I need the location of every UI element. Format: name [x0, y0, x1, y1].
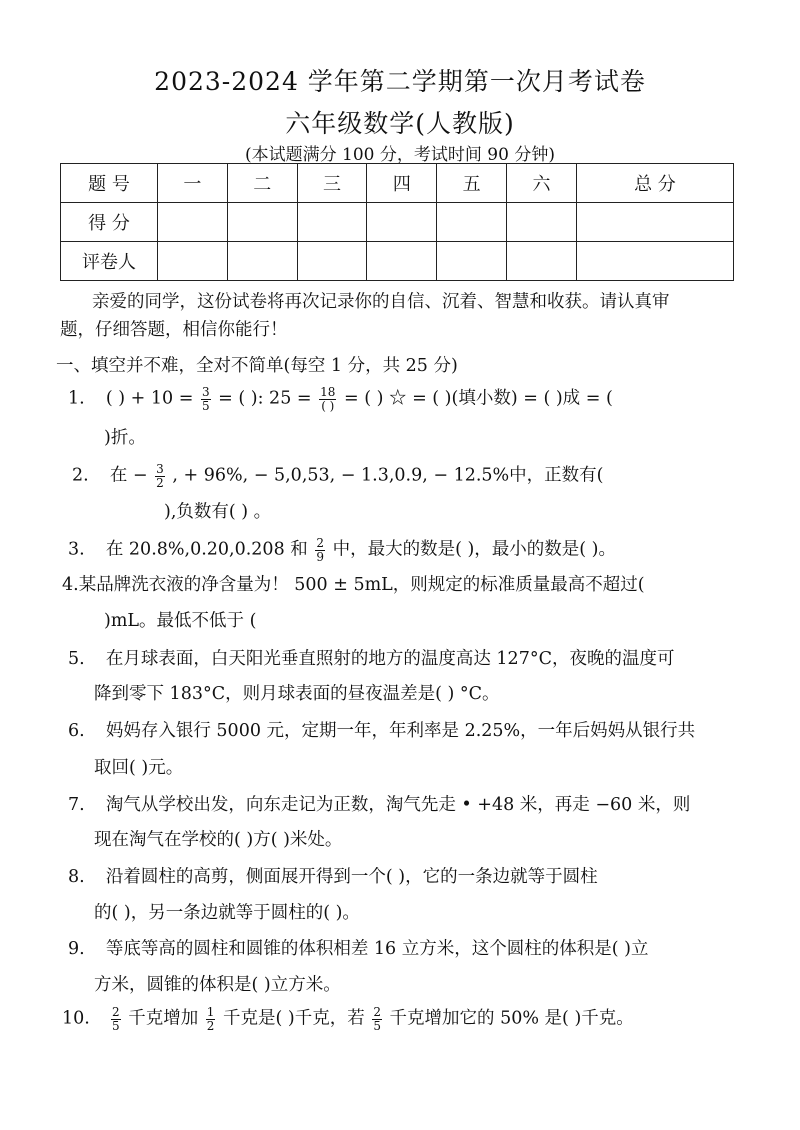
q5-text: 在月球表面，白天阳光垂直照射的地方的温度高达 127°C，夜晚的温度可 [105, 649, 675, 669]
question-number: 7. [68, 795, 85, 815]
question-number: 2. [72, 465, 89, 486]
q9-text: 等底等高的圆柱和圆锥的体积相差 16 立方米，这个圆柱的体积是( )立 [105, 939, 649, 959]
table-header-cell: 五 [437, 164, 507, 203]
question-5-continued: 降到零下 183°C，则月球表面的昼夜温差是( ) °C。 [94, 684, 500, 704]
question-6-continued: 取回( )元。 [94, 758, 184, 778]
score-cell[interactable] [297, 203, 367, 242]
fraction: $\frac{3}{5}$ [201, 385, 210, 413]
question-3 [68, 537, 616, 563]
table-header-cell: 题 号 [61, 164, 158, 203]
q8-text: 沿着圆柱的高剪，侧面展开得到一个( )，它的一条边就等于圆柱 [105, 867, 598, 887]
fraction: $\frac{2}{5}$ [373, 1005, 381, 1033]
exam-title: 2023-2024 学年第二学期第一次月考试卷 [154, 67, 646, 96]
score-cell[interactable] [158, 203, 228, 242]
fraction: $\frac{1}{2}$ [206, 1005, 215, 1033]
question-6 [68, 723, 695, 741]
question-number: 5. [68, 649, 85, 669]
question-8 [68, 869, 598, 887]
question-2-continued: ),负数有( ) 。 [164, 502, 272, 522]
score-row [61, 203, 734, 242]
table-header-cell: 四 [367, 164, 437, 203]
grader-cell[interactable] [158, 242, 228, 281]
grader-cell[interactable] [297, 242, 367, 281]
table-header-cell: 二 [227, 164, 297, 203]
question-7-continued: 现在淘气在学校的( )方( )米处。 [94, 830, 343, 850]
q1-text-1: ( ) + 10 = [105, 388, 194, 409]
score-cell[interactable] [507, 203, 577, 242]
q10-text-3: 千克增加它的 50% 是( )千克。 [389, 1008, 634, 1029]
q1-text-2: = ( ): 25 = [218, 388, 312, 409]
grader-cell[interactable] [367, 242, 437, 281]
q6-text: 妈妈存入银行 5000 元，定期一年，年利率是 2.25%，一年后妈妈从银行共 [105, 721, 696, 741]
question-1-continued: )折。 [104, 428, 146, 448]
exam-note: (本试题满分 100 分，考试时间 90 分钟) [245, 145, 555, 165]
question-1 [68, 386, 613, 412]
fraction: $\frac{2}{9}$ [316, 536, 324, 564]
table-header-cell: 总 分 [576, 164, 733, 203]
question-5 [68, 651, 674, 669]
score-row-label: 得 分 [61, 203, 158, 242]
grader-row [61, 242, 734, 281]
question-2 [72, 463, 604, 489]
score-cell[interactable] [227, 203, 297, 242]
grader-cell[interactable] [576, 242, 733, 281]
q1-text-3: = ( ) ☆ = ( )(填小数) = ( )成 = ( [344, 388, 613, 409]
score-cell[interactable] [576, 203, 733, 242]
question-8-continued: 的( )，另一条边就等于圆柱的( )。 [94, 903, 360, 923]
score-cell[interactable] [437, 203, 507, 242]
grader-cell[interactable] [507, 242, 577, 281]
question-4: 4.某品牌洗衣液的净含量为！ 500 ± 5mL，则规定的标准质量最高不超过( [62, 575, 645, 595]
question-7 [68, 797, 690, 815]
grader-row-label: 评卷人 [61, 242, 158, 281]
intro-line-2: 题，仔细答题，相信你能行！ [60, 320, 288, 340]
score-table-header-row [61, 164, 734, 203]
question-9-continued: 方米，圆锥的体积是( )立方米。 [94, 975, 341, 995]
fraction: $\frac{18}{( )}$ [320, 385, 336, 413]
question-number: 8. [68, 867, 85, 887]
q3-text-1: 在 20.8%,0.20,0.208 和 [105, 539, 308, 560]
q7-text: 淘气从学校出发，向东走记为正数，淘气先走 • +48 米，再走 −60 米，则 [105, 795, 691, 815]
fraction: $\frac{3}{2}$ [156, 462, 164, 490]
table-header-cell: 一 [158, 164, 228, 203]
q2-text-2: , + 96%, − 5,0,53, − 1.3,0.9, − 12.5%中，正数有( [172, 465, 604, 486]
question-number: 3. [68, 539, 85, 560]
section-1-heading: 一、填空并不难，全对不简单(每空 1 分，共 25 分) [56, 356, 458, 376]
q2-text-1: 在 − [109, 465, 148, 486]
question-4-continued: )mL。最低不低于 ( [104, 611, 257, 631]
table-header-cell: 六 [507, 164, 577, 203]
exam-subtitle: 六年级数学(人教版) [285, 109, 515, 138]
q10-text-1: 千克增加 [128, 1008, 199, 1029]
grader-cell[interactable] [227, 242, 297, 281]
intro-line-1: 亲爱的同学，这份试卷将再次记录你的自信、沉着、智慧和收获。请认真审 [92, 292, 670, 312]
q10-text-2: 千克是( )千克，若 [223, 1008, 365, 1029]
table-header-cell: 三 [297, 164, 367, 203]
question-number: 6. [68, 721, 85, 741]
question-number: 10. [62, 1008, 90, 1029]
question-10 [62, 1006, 634, 1032]
grader-cell[interactable] [437, 242, 507, 281]
fraction: $\frac{2}{5}$ [112, 1005, 120, 1033]
question-9 [68, 941, 648, 959]
question-number: 9. [68, 939, 85, 959]
score-cell[interactable] [367, 203, 437, 242]
score-table [60, 163, 734, 281]
q3-text-2: 中，最大的数是( )，最小的数是( )。 [332, 539, 617, 560]
question-number: 1. [68, 388, 85, 409]
